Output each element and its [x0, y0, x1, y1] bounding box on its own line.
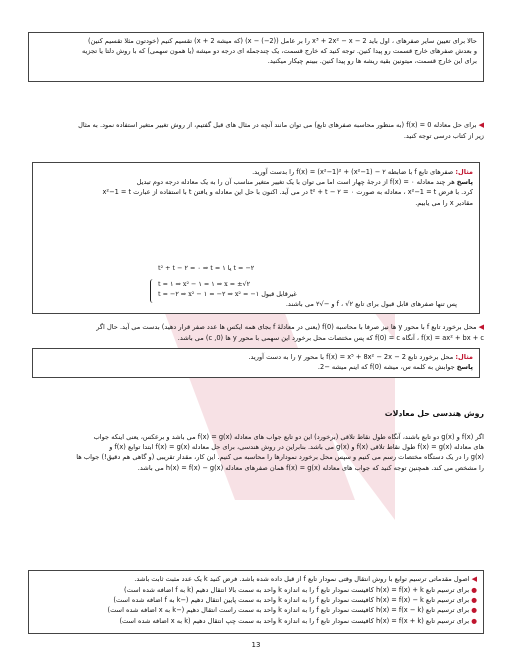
example-solution-line: مقادیر x را می یابیم. [415, 198, 473, 207]
example-solution-line: هر چند معادله f(x) = ۰ از درجۀ چهار است اما می توان با یک تغییر متغیر مناسب آن را به یک معادله درجه دوم تبدیل [136, 178, 455, 187]
intro-box [28, 32, 484, 82]
intro-line: برای این خارج قسمت، میتونین بقیه ریشه ها رو پیدا کنین. ببینم چیکار میکنید. [267, 57, 477, 66]
paragraph-change-of-variable [28, 120, 484, 141]
example-conclusion: پس تنها صفرهای قابل قبول برای تابع f ، √۲ و −√۲ می باشند. [285, 300, 457, 308]
rule-item: برای ترسیم تابع h(x) = f(x) − k کافیست نمودار تابع f را به اندازه k واحد به سمت پایین انتقال دهیم (−k به f اضافه شده است) [113, 596, 470, 605]
paragraph-line: برای حل معادله f(x) = 0 (به منظور محاسبه صفرهای تابع) می توان مانند آنچه در مثال های قبل گفتیم، از روش تغییر متغیر استفاده نمود. به مثال [78, 121, 477, 129]
dot-icon: ● [471, 596, 477, 605]
section-line: های معادله f(x) = g(x) طول نقاط تلاقی f(x) و g(x) می باشد. بنابراین در روش هندسی، برای حل معادله f(x) = g(x) ابتدا توابع f(x) و [109, 443, 484, 452]
bullet-icon: ◀ [478, 121, 484, 129]
paragraph-line: زیر از کتاب درسی توجه کنید. [403, 131, 484, 140]
intro-line: حالا برای تعیین سایر صفرهای ، اول باید x³ + 2x² − x − 2 را بر عامل (x − (−2)) (که میشه x + 2) تقسیم کنیم (خودتون مثلا تقسیم کنین) [88, 37, 477, 45]
example-box-2 [32, 348, 480, 378]
rule-item: برای ترسیم تابع h(x) = f(x) + k کافیست نمودار تابع f را به اندازه k واحد به سمت بالا انتقال دهیم (k به f اضافه شده است) [124, 585, 470, 594]
section-line: اگر f(x) و g(x) دو تابع باشند، آنگاه طول نقاط تلاقی (برخورد) این دو تابع جواب های معادله f(x) = g(x) می باشد و برعکس، یعنی اینکه جواب [93, 433, 484, 441]
dot-icon: ● [471, 606, 477, 615]
example-label: مثال: [455, 353, 473, 361]
section-line: g(x) را در یک دستگاه مختصات رسم می کنیم و سپس محل برخورد نمودارها را محاسبه می کنیم. این کار، مقدار تقریبی (و گاهی هم دقیق!) جواب ها [76, 453, 484, 462]
section-paragraph [28, 432, 484, 473]
math-line: t = −۲ ⇒ x² − ۱ = −۲ ⇒ x² = −۱ غیرقابل قبول [158, 289, 297, 298]
dot-icon: ● [471, 585, 477, 594]
section-line: را مشخص می کند. همچنین توجه کنید که جواب های معادله f(x) = g(x) همان صفرهای معادله h(x) = f(x) − g(x) می باشد. [137, 463, 484, 472]
example-question: محل برخورد تابع f(x) = x⁵ + 8x² − 2x − 2 با محور y را به دست آورید. [248, 353, 454, 361]
dot-icon: ● [471, 616, 477, 625]
example-math [158, 264, 358, 300]
rule-item: برای ترسیم تابع h(x) = f(x − k) کافیست نمودار تابع f را به اندازه k واحد به سمت راست انتقال دهیم (−k به x اضافه شده است) [107, 606, 470, 615]
example-solution-line: کرد. با فرض x²−1 = t ، معادله به صورت t² + t − ۲ = ۰ در می آید. اکنون با حل این معادله و یافتن t با استفاده از عبارت x²−1 = t [102, 188, 473, 197]
transformations-box [28, 570, 484, 634]
bullet-icon: ◀ [478, 323, 484, 331]
answer-label: پاسخ [456, 363, 473, 372]
system-brace [150, 279, 157, 303]
intro-line: و بعدش صفرهای خارج قسمت رو پیدا کنین. توجه کنید که خارج قسمت، یک چندجمله ای درجه دو میشه (یا همون سهمی) که با روش دلتا یا تجزیه [81, 47, 477, 56]
answer-label: پاسخ [456, 178, 473, 187]
example-answer: جوابش به کلمه س، میشه f(0) که اینم میشه −2. [317, 363, 455, 372]
paragraph-y-intercept [28, 322, 484, 343]
section-title: روش هندسی حل معادلات [384, 409, 484, 418]
bullet-icon: ◀ [471, 575, 477, 583]
box-intro: اصول مقدماتی ترسیم توابع با روش انتقال وقتی نمودار تابع f از قبل داده شده باشد. فرض کنید k یک عدد مثبت ثابت باشد. [134, 575, 470, 583]
example-question: صفرهای تابع f با ضابطه f(x) = (x²−1)² + (x²−1) − ۲ را بدست آورید. [252, 168, 454, 176]
math-line: t = ۱ ⇒ x² − ۱ = ۱ ⇒ x = ±√۲ [158, 279, 250, 288]
rule-item: برای ترسیم تابع h(x) = f(x + k) کافیست نمودار تابع f را به اندازه k واحد به سمت چپ انتقال دهیم (k به x اضافه شده است) [119, 616, 470, 625]
math-line: t² + t − ۲ = ۰ ⇒ t = ۱ یا t = −۲ [158, 264, 255, 272]
page-number: 13 [251, 641, 261, 649]
example-label: مثال: [455, 168, 473, 176]
paragraph-line: f(x) = ax² + bx + c ، آنگاه f(0) = c که پس مختصات محل برخورد این سهمی با محور y ها (0, c) می باشد. [177, 333, 484, 342]
paragraph-line: محل برخورد تابع f با محور y ها نیز صرفا با محاسبه f(0) (یعنی در معادلهٔ f بجای همه ایکس ها عدد صفر قرار دهید) بدست می آید. حال اگر [96, 323, 477, 331]
